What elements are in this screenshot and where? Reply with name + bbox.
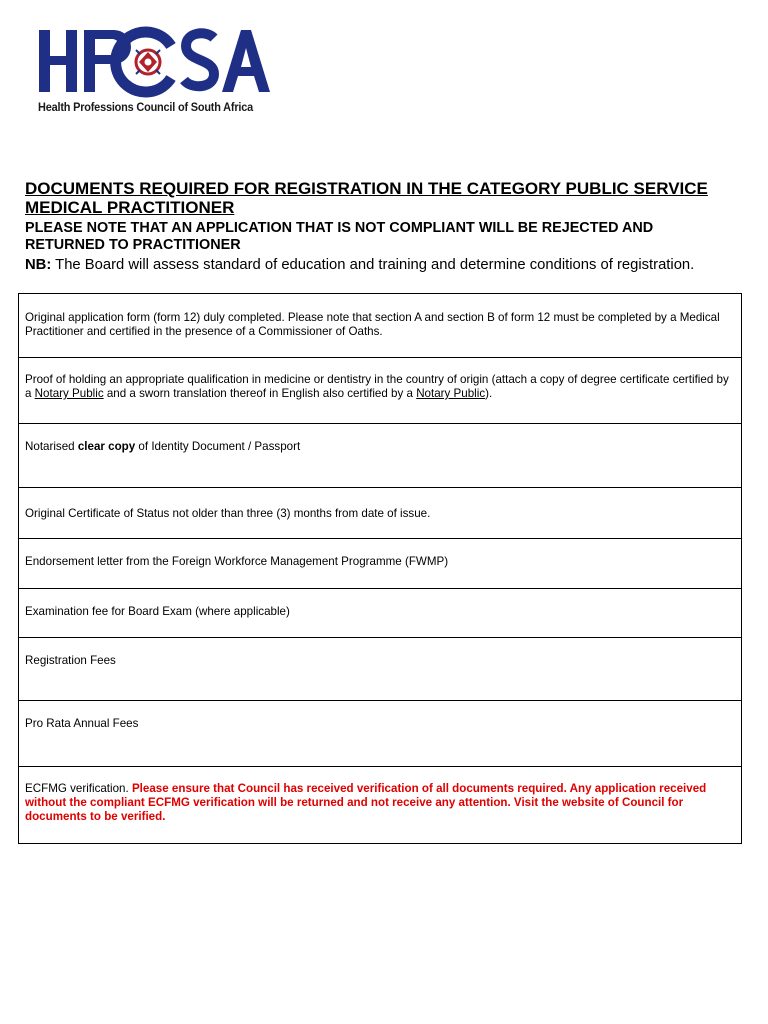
notary-public-term: Notary Public	[416, 387, 486, 400]
hpcsa-logo	[36, 26, 276, 120]
requirement-text: Original Certificate of Status not older than three (3) months from date of issue.	[25, 507, 431, 520]
requirement-text	[25, 373, 733, 401]
requirement-text	[25, 782, 733, 824]
page-title: DOCUMENTS REQUIRED FOR REGISTRATION IN THE CATEGORY PUBLIC SERVICE MEDICAL PRACTITIONER	[25, 179, 708, 217]
requirement-text-part: Notarised	[25, 440, 78, 453]
requirement-row-registration-fees	[19, 637, 741, 700]
requirement-text	[25, 440, 733, 454]
requirement-row-exam-fee	[19, 588, 741, 637]
requirement-row-certificate-of-status	[19, 487, 741, 538]
requirement-row-identity-document	[19, 423, 741, 487]
requirement-text: Original application form (form 12) duly completed. Please note that section A and section B of form 12 must be completed by a Medical Practitioner and certified in the presence of a Commissioner of Oaths.	[25, 311, 720, 338]
notary-public-term: Notary Public	[34, 387, 104, 400]
requirement-text: Examination fee for Board Exam (where applicable)	[25, 605, 290, 618]
requirement-text-part: of Identity Document / Passport	[135, 440, 301, 453]
nb-note	[25, 257, 745, 274]
hpcsa-wordmark	[36, 26, 276, 106]
requirement-row-qualification	[19, 357, 741, 423]
nb-text: The Board will assess standard of education and training and determine conditions of registration.	[51, 257, 695, 273]
requirement-row-annual-fees	[19, 700, 741, 766]
requirement-row-fwmp-endorsement	[19, 538, 741, 588]
requirement-text-part: and a sworn translation thereof in English also certified by a	[103, 387, 417, 400]
requirements-table	[18, 293, 742, 844]
logo-subtitle: Health Professions Council of South Africa	[38, 102, 253, 114]
requirement-text-part: ECFMG verification.	[25, 782, 132, 795]
compliance-warning: PLEASE NOTE THAT AN APPLICATION THAT IS NOT COMPLIANT WILL BE REJECTED AND RETURNED TO PRACTITIONER	[25, 220, 654, 253]
nb-label: NB:	[25, 257, 52, 273]
requirement-text: Registration Fees	[25, 654, 116, 667]
requirement-text-part: ).	[485, 387, 493, 400]
requirement-text-part: Proof of holding an appropriate qualification in medicine or dentistry in the country of origin (attach a copy of degree certificate certified by a	[25, 373, 729, 400]
requirement-text: Endorsement letter from the Foreign Workforce Management Programme (FWMP)	[25, 555, 449, 568]
requirement-row-application-form	[19, 293, 741, 357]
requirement-row-ecfmg-verification	[19, 766, 741, 843]
clear-copy-emphasis: clear copy	[77, 440, 136, 453]
requirement-text: Pro Rata Annual Fees	[25, 717, 139, 730]
ecfmg-warning: Please ensure that Council has received verification of all documents required. Any application received without the compliant ECFMG verification will be returned and not receive any attention. Visit the website of Council for documents to be verified.	[25, 782, 707, 823]
